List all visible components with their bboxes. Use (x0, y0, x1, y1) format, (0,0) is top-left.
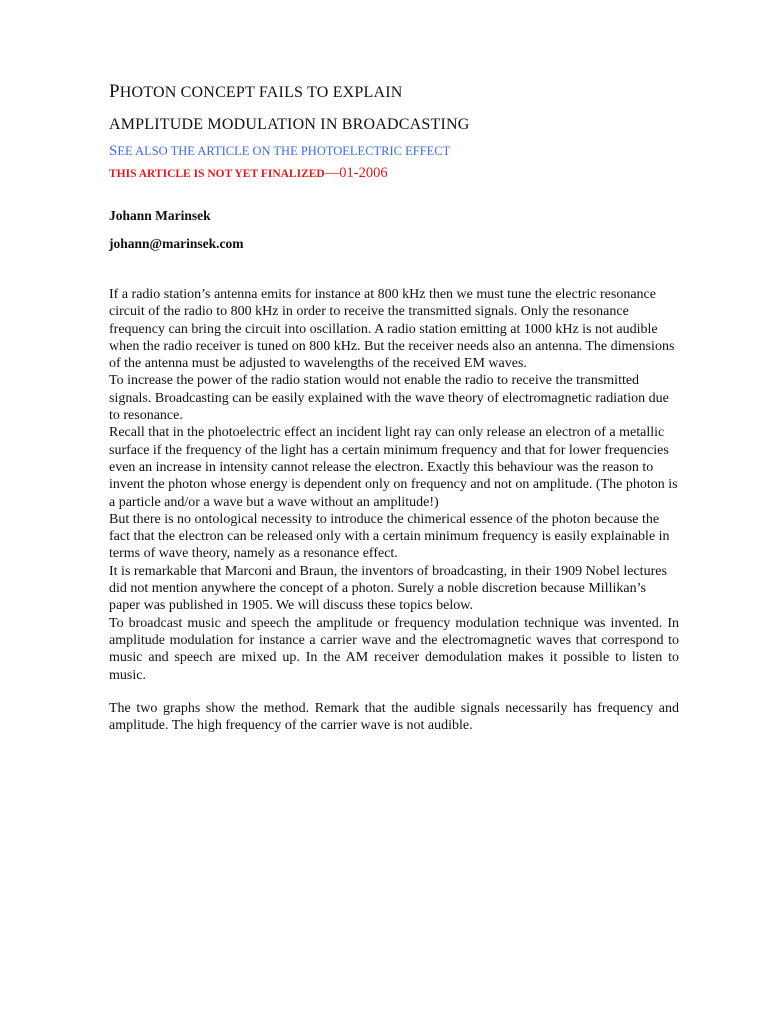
document-title-line-1 (109, 82, 679, 103)
not-finalized-date: 01-2006 (339, 165, 388, 181)
article-body (109, 286, 679, 734)
not-finalized-label: THIS ARTICLE IS NOT YET FINALIZED (109, 168, 325, 180)
author-email[interactable]: johann@marinsek.com (109, 236, 244, 251)
paragraph-6: To broadcast music and speech the amplitude or frequency modulation technique was invented. In amplitude modulation for instance a carrier wave and the electromagnetic waves that correspond to music and speech are mixed up. In the AM receiver demodulation makes it possible to listen to music. (109, 615, 679, 683)
paragraph-1: If a radio station’s antenna emits for instance at 800 kHz then we must tune the electric resonance circuit of the radio to 800 kHz in order to receive the transmitted signals. Only the resonance frequency can bring the circuit into oscillation. A radio station emitting at 1000 kHz is not audible when the radio receiver is tuned on 800 kHz. But the receiver needs also an antenna. The dimensions of the antenna must be adjusted to wavelengths of the received EM waves. (109, 287, 675, 372)
see-also-initial: S (109, 143, 118, 159)
title-line-1-rest: HOTON CONCEPT FAILS TO EXPLAIN (119, 84, 403, 101)
not-finalized-dash: — (324, 165, 340, 181)
paragraph-5: It is remarkable that Marconi and Braun, the inventors of broadcasting, in their 1909 Nobel lectures did not mention anywhere the concept of a photon. Surely a noble discretion because Millikan’s paper was published in 1905. We will discuss these topics below. (109, 563, 667, 614)
paragraph-4: But there is no ontological necessity to introduce the chimerical essence of the photon because the fact that the electron can be released only with a certain minimum frequency is easily explainable in terms of wave theory, namely as a resonance effect. (109, 511, 670, 562)
not-finalized-notice (109, 165, 679, 182)
document-title-line-2: AMPLITUDE MODULATION IN BROADCASTING (109, 116, 470, 133)
paragraph-2: To increase the power of the radio station would not enable the radio to receive the transmitted signals. Broadcasting can be easily explained with the wave theory of electromagnetic radiation due to resonance. (109, 373, 669, 424)
author-name: Johann Marinsek (109, 208, 211, 223)
document-page (109, 82, 679, 734)
paragraph-3: Recall that in the photoelectric effect an incident light ray can only release an electron of a metallic surface if the frequency of the light has a certain minimum frequency and that for lower frequencies even an increase in intensity cannot release the electron. Exactly this behaviour was the reason to invent the photon whose energy is dependent only on frequency and not on amplitude. (The photon is a particle and/or a wave but a wave without an amplitude!) (109, 425, 678, 510)
see-also-link[interactable] (109, 143, 679, 159)
title-initial: P (109, 81, 120, 102)
see-also-rest: EE ALSO THE ARTICLE ON THE PHOTOELECTRIC EFFECT (117, 144, 451, 158)
paragraph-7: The two graphs show the method. Remark that the audible signals necessarily has frequency and amplitude. The high frequency of the carrier wave is not audible. (109, 700, 679, 734)
